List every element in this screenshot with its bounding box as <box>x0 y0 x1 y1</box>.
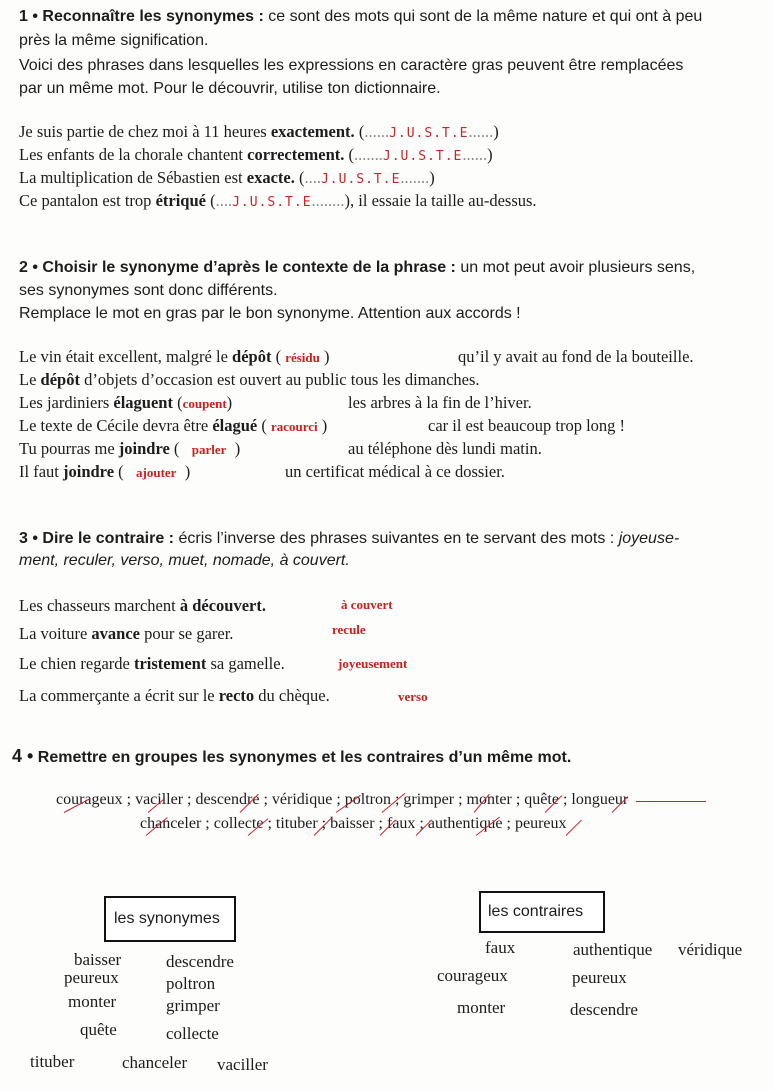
exercise-line: Tu pourras me joindre ( parler ) <box>19 439 241 458</box>
synonym-word: peureux <box>64 968 119 987</box>
handwritten-answer: ajouter <box>136 465 177 480</box>
synonym-word: chanceler <box>122 1053 188 1072</box>
handwritten-answer: J.U.S.T.E <box>382 149 463 164</box>
exercise-line-end: qu’il y avait au fond de la bouteille. <box>458 347 694 366</box>
antonyms-header: les contraires <box>488 903 584 920</box>
section-1-intro-line: près la même signification. <box>19 32 209 49</box>
exercise-line: Ce pantalon est trop étriqué (....J.U.S.T.E........), il essaie la taille au-dessus. <box>19 191 537 210</box>
handwritten-answer: J.U.S.T.E <box>232 195 312 210</box>
handwritten-answer: J.U.S.T.E <box>389 126 469 141</box>
antonym-word: courageux <box>437 966 508 985</box>
exercise-line-end: les arbres à la fin de l’hiver. <box>348 393 532 412</box>
synonym-word: grimper <box>166 996 220 1015</box>
exercise-line-end: au téléphone dès lundi matin. <box>348 439 542 458</box>
exercise-line: Le dépôt d’objets d’occasion est ouvert au public tous les dimanches. <box>19 370 480 389</box>
synonyms-header: les synonymes <box>114 910 220 927</box>
section-4-heading: 4 • Remettre en groupes les synonymes et les contraires d’un même mot. <box>12 746 572 766</box>
exercise-line: La multiplication de Sébastien est exacte. (....J.U.S.T.E.......) <box>19 168 435 187</box>
antonyms-header-box <box>479 891 605 933</box>
section-1-intro-line: Voici des phrases dans lesquelles les expressions en caractère gras peuvent être remplacées <box>19 57 684 74</box>
exercise-line: Le chien regarde tristement sa gamelle. <box>19 654 285 673</box>
exercise-line: Le texte de Cécile devra être élagué ( racourci ) <box>19 416 328 435</box>
cross-out-mark <box>636 801 706 802</box>
synonym-word: quête <box>80 1020 117 1039</box>
synonym-word: vaciller <box>217 1055 268 1074</box>
synonym-word: poltron <box>166 974 216 993</box>
exercise-line: Je suis partie de chez moi à 11 heures exactement. (......J.U.S.T.E......) <box>19 122 499 141</box>
exercise-line-end: car il est beaucoup trop long ! <box>428 416 626 435</box>
antonym-word: véridique <box>678 940 743 959</box>
handwritten-answer: recule <box>332 622 366 637</box>
exercise-line: Le vin était excellent, malgré le dépôt ( résidu ) <box>19 347 330 366</box>
handwritten-answer: joyeusement <box>338 656 408 671</box>
section-1-heading: 1 • Reconnaître les synonymes : ce sont des mots qui sont de la même nature et qui ont à peu <box>19 8 703 25</box>
antonym-word: faux <box>485 938 516 957</box>
exercise-line: Les enfants de la chorale chantent correctement. (.......J.U.S.T.E......) <box>19 145 493 164</box>
section-2-intro-line: Remplace le mot en gras par le bon synonyme. Attention aux accords ! <box>19 305 521 322</box>
word-list-row: chanceler ; collecte ; tituber ; baisser ; faux ; authentique ; peureux <box>140 815 567 832</box>
section-3-heading: 3 • Dire le contraire : écris l’inverse des phrases suivantes en te servant des mots : joyeuse- <box>19 530 680 547</box>
exercise-line-end: un certificat médical à ce dossier. <box>285 462 505 481</box>
section-3-word-list: ment, reculer, verso, muet, nomade, à couvert. <box>19 552 350 569</box>
handwritten-answer: J.U.S.T.E <box>320 172 401 187</box>
handwritten-answer: verso <box>398 689 428 704</box>
handwritten-answer: parler <box>191 442 227 457</box>
section-1-intro-line: par un même mot. Pour le découvrir, utilise ton dictionnaire. <box>19 80 441 97</box>
synonyms-header-box <box>104 896 236 942</box>
handwritten-answer: résidu <box>285 350 320 365</box>
handwritten-answer: à couvert <box>341 597 393 612</box>
word-list-row: courageux ; vaciller ; descendre ; véridique ; poltron ; grimper ; monter ; quête ; longueur <box>56 791 629 808</box>
synonym-word: collecte <box>166 1024 219 1043</box>
antonym-word: descendre <box>570 1000 638 1019</box>
synonym-word: baisser <box>74 950 122 969</box>
handwritten-answer: racourci <box>270 419 318 434</box>
cross-out-mark <box>566 820 582 836</box>
exercise-line: Les jardiniers élaguent (coupent) <box>19 393 233 412</box>
antonym-word: authentique <box>573 940 653 959</box>
section-2-heading: 2 • Choisir le synonyme d’après le contexte de la phrase : un mot peut avoir plusieurs sens, <box>19 259 696 276</box>
antonym-word: peureux <box>572 968 627 987</box>
exercise-line: Les chasseurs marchent à découvert. <box>19 596 266 615</box>
synonym-word: descendre <box>166 952 234 971</box>
synonym-word: monter <box>68 992 117 1011</box>
antonym-word: monter <box>457 998 506 1017</box>
handwritten-answer: coupent <box>182 396 227 411</box>
exercise-line: La commerçante a écrit sur le recto du chèque. <box>19 686 330 705</box>
exercise-line: La voiture avance pour se garer. <box>19 624 234 643</box>
exercise-line: Il faut joindre ( ajouter ) <box>19 462 191 481</box>
synonym-word: tituber <box>30 1052 75 1071</box>
section-2-intro-line: ses synonymes sont donc différents. <box>19 282 278 299</box>
